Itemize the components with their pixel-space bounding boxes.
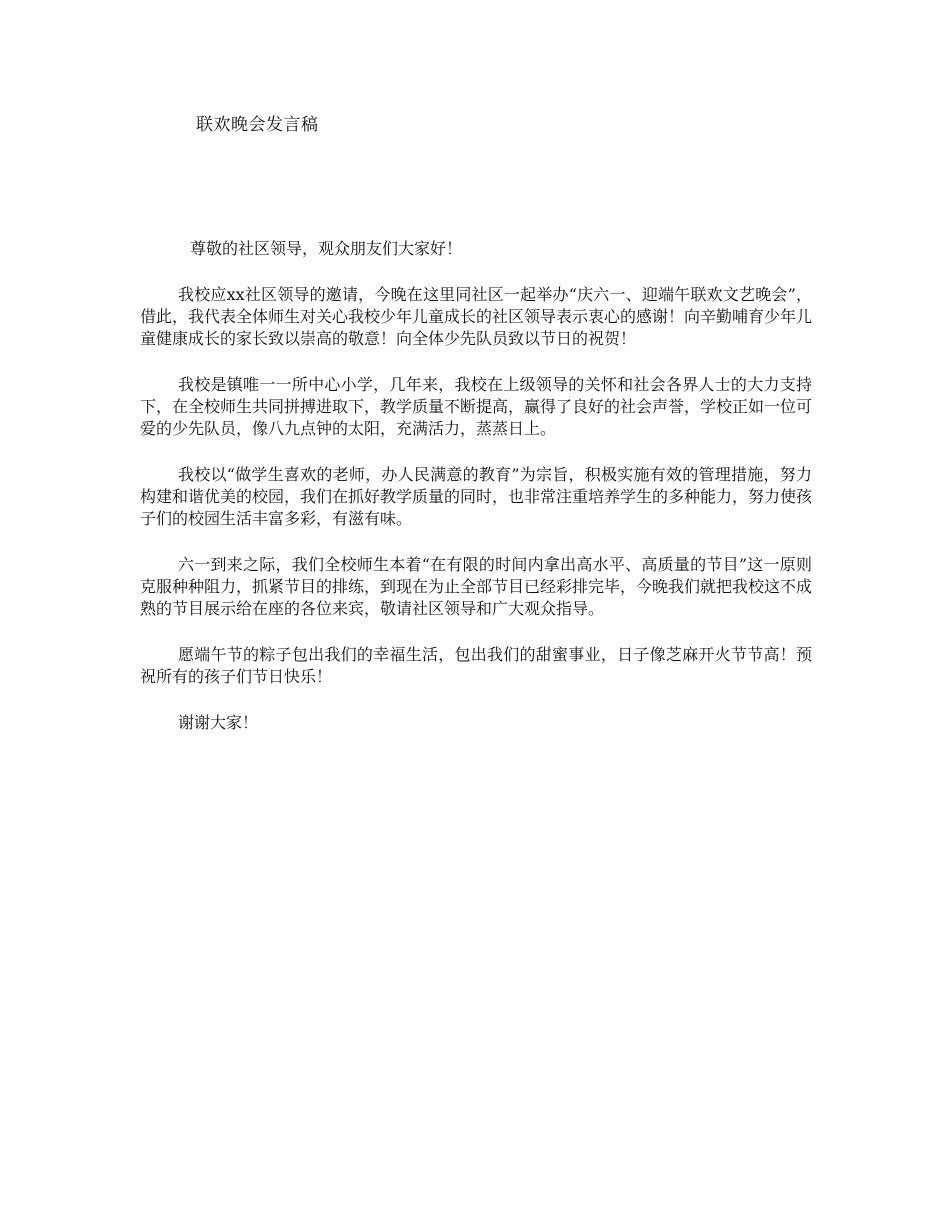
paragraph-4: 六一到来之际，我们全校师生本着“在有限的时间内拿出高水平、高质量的节目”这一原则克服种种阻力，抓紧节目的排练，到现在为止全部节目已经彩排完毕，今晚我们就把我校这不成熟的节目展示给在座的各位来宾，敬请社区领导和广大观众指导。 — [140, 555, 813, 618]
closing-line: 谢谢大家！ — [178, 713, 259, 732]
paragraph-1: 我校应xx社区领导的邀请，今晚在这里同社区一起举办“庆六一、迎端午联欢文艺晚会”，借此，我代表全体师生对关心我校少年儿童成长的社区领导表示衷心的感谢！向辛勤哺育少年儿童健康成长的家长致以崇高的敬意！向全体少先队员致以节日的祝贺！ — [140, 285, 813, 348]
greeting-line: 尊敬的社区领导，观众朋友们大家好！ — [190, 239, 463, 258]
paragraph-3: 我校以“做学生喜欢的老师，办人民满意的教育”为宗旨，积极实施有效的管理措施，努力构建和谐优美的校园，我们在抓好教学质量的同时，也非常注重培养学生的多种能力，努力使孩子们的校园生活丰富多彩，有滋有味。 — [140, 465, 813, 528]
document-title: 联欢晚会发言稿 — [196, 115, 319, 135]
paragraph-5: 愿端午节的粽子包出我们的幸福生活，包出我们的甜蜜事业，日子像芝麻开火节节高！预祝所有的孩子们节日快乐！ — [140, 645, 812, 686]
paragraph-2: 我校是镇唯一一所中心小学，几年来，我校在上级领导的关怀和社会各界人士的大力支持下，在全校师生共同拼搏进取下，教学质量不断提高，赢得了良好的社会声誉，学校正如一位可爱的少先队员，像八九点钟的太阳，充满活力，蒸蒸日上。 — [140, 375, 813, 438]
document-body — [140, 238, 812, 734]
